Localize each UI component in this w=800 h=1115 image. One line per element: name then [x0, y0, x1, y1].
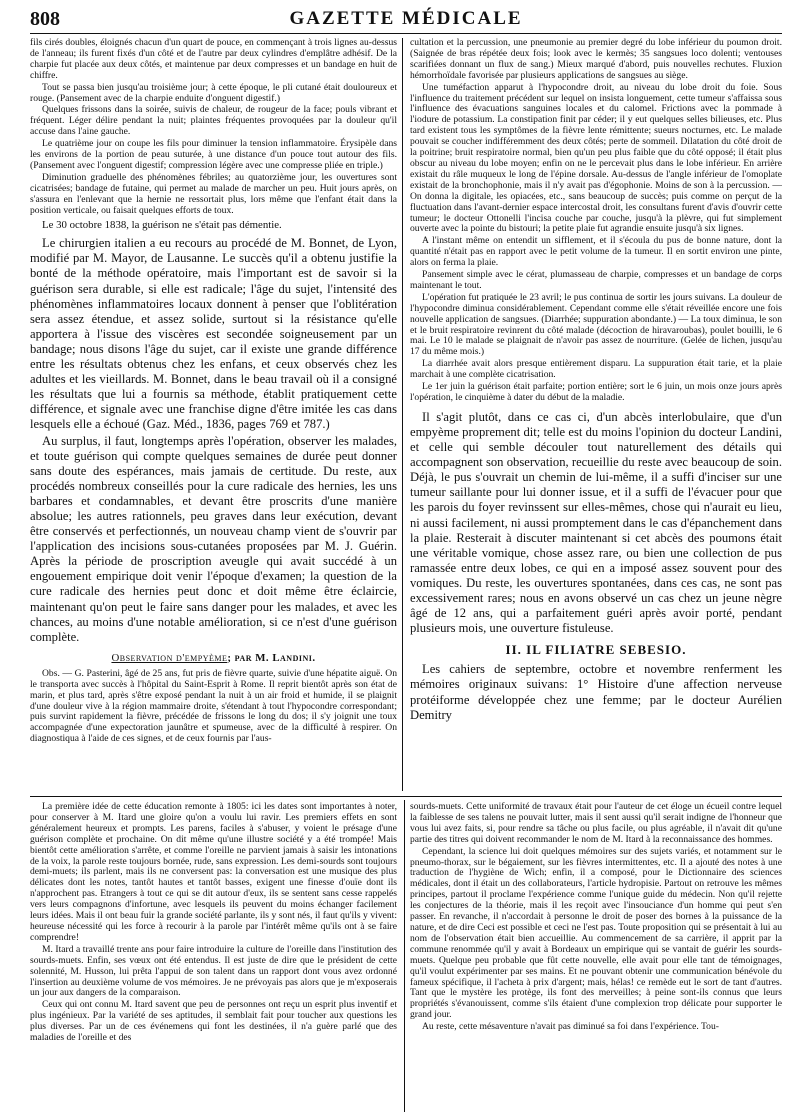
case-paragraph: Tout se passa bien jusqu'au troisième jour; à cette époque, le pli cutané était douloureux et rouge. (Pansement avec de la charpie enduite d'onguent digestif.) — [30, 81, 397, 104]
feuilleton-left — [30, 802, 397, 1113]
footnote-column-divider — [404, 800, 405, 1112]
case-conclusion: Le 30 octobre 1838, la guérison ne s'était pas démentie. — [42, 218, 282, 231]
case-paragraph: fils cirés doubles, éloignés chacun d'un quart de pouce, en commençant à trois lignes au-dessus de l'anneau; ils furent fixés d'un côté et de l'autre par deux cylindres d'emplâtre adhésif. De la charpie fut placée aux deux côtés, et maintenue par deux compresses et un bandage en huit de chiffre. — [30, 38, 397, 81]
feuilleton-right — [410, 802, 782, 1113]
page-number: 808 — [30, 8, 60, 30]
observation-title: Observation d'empyème — [111, 651, 228, 664]
column-divider — [402, 38, 403, 791]
feuilleton-paragraph: Ceux qui ont connu M. Itard savent que peu de personnes ont reçu un esprit plus inventif et plus ingénieux. Par la variété de ses aptitudes, il semblait fait pour toucher aux questions les plus diverses. Par un de ces événemens qui font les destinées, il n'a guère parlé que des maladies de l'oreille et des — [30, 999, 397, 1044]
case-paragraph: L'opération fut pratiquée le 23 avril; le pus continua de sortir les jours suivans. La douleur de l'hypocondre diminua considérablement. Cependant comme elle s'était réveillée encore une fois nouvelle application de sangsues. (Diarrhée; suppuration abondante.) — La toux diminua, le son et le bruit respiratoire revinrent du côté malade (décoction de hiravaroubas), poulet bouilli, le 6 mai. Le 10 le malade se plaignait de n'avoir pas assez de nourriture. (Gelée de lichen, jusqu'au 17 du même mois.) — [410, 291, 782, 358]
case-paragraph: Une tuméfaction apparut à l'hypocondre droit, au niveau du lobe droit du foie. Sous l'influence du traitement précédent sur lequel on insista longuement, cette tumeur s'affaissa sous l'influence des évacuations sanguines locales et du calomel. Frictions avec la pommade à l'iodure de potassium. La constipation finit par céder; il y eut quelques selles bilieuses, etc. Plus tard existent tous les symptômes de la fièvre lente rémittente; sueurs nocturnes, etc. Le malade pouvait se coucher indifféremment des deux côtés; perte de sommeil. Dilatation du côté droit de la poitrine; bruit respiratoire normal, bien qu'un peu plus faible que du côté opposé; il était plus obscur au niveau du lobe moyen; enfin on ne le percevait plus dans le lobe inférieur. En arrière existait du râle muqueux le long de l'épine dorsale. Au-dessus de l'angle inférieur de l'omoplate existait de la bronchophonie, mais il n'y avait pas d'égophonie. Moins de son à la percussion. — On donna la digitale, les opiacées, etc., sans beaucoup de succès; puis comme on perçut de la fluctuation dans l'avant-dernier espace intercostal droit, les consultans furent d'avis d'ouvrir cette tumeur; le docteur Ottonelli l'incisa couche par couche, jusqu'à la plèvre, qui fut simplement ouverte avec la pointe du bistouri; la petite plaie fut agrandie ensuite jusqu'à six lignes. — [410, 81, 782, 235]
case-paragraph: Le quatrième jour on coupe les fils pour diminuer la tension inflammatoire. Érysipèle dans les environs de la portion de peau suturée, à une distance d'un pouce tout autour des fils. (Pansement avec l'onguent digestif; compression légère avec une compresse pliée en triple.) — [30, 138, 397, 171]
section-heading: II. IL FILIATRE SEBESIO. — [505, 642, 687, 658]
commentary-paragraph: Le chirurgien italien a eu recours au procédé de M. Bonnet, de Lyon, modifié par M. Mayor, de Lausanne. Le succès qu'il a obtenu justifie la bonté de la méthode opératoire, mais l'important est de savoir si la guérison sera durable, si elle est radicale; l'âge du sujet, l'intensité des phénomènes inflammatoires locaux donnent à penser que l'oblitération sera assez étendue, et assez solide, surtout si la résistance qu'elle apportera à l'issue des viscères est secondée soigneusement par un bandage; nous disons l'âge du sujet, car il existe une grande différence entre les résultats obtenus chez les enfans, et ceux observés chez les adultes et les vieillards. M. Bonnet, dans le beau travail où il a consigné les résultats que lui a fournis sa méthode, établit pratiquement cette différence, et signale avec une franchise digne d'être imitée les cas dans lesquels elle a échoué (Gaz. Méd., 1836, pages 769 et 787.) — [30, 236, 397, 432]
case-paragraph: La diarrhée avait alors presque entièrement disparu. La suppuration était tarie, et la plaie marchait à une complète cicatrisation. — [410, 358, 782, 381]
header-rule — [30, 33, 782, 34]
feuilleton-paragraph: Au reste, cette mésaventure n'avait pas diminué sa foi dans l'expérience. Tou- — [422, 1021, 719, 1033]
feuilleton-paragraph: sourds-muets. Cette uniformité de travaux était pour l'auteur de cet éloge un écueil contre lequel la faiblesse de ses talens ne pouvait lutter, mais il sent aussi qu'il serait indigne de l'honneur que vous lui avez faits, si, pour rendre sa tâche ou plus facile, ou plus agréable, il n'avait dit qu'une partie des titres qui doivent recommander le nom de M. Itard à la reconnaissance des hommes. — [410, 802, 782, 845]
page-header — [30, 8, 782, 30]
left-column — [30, 38, 397, 798]
commentary — [30, 236, 397, 645]
section-paragraph: Les cahiers de septembre, octobre et novembre renferment les mémoires originaux suivans: 1° Histoire d'une affection nerveuse protéiforme développée chez une femme; par le docteur Aurélien Demitry — [410, 662, 782, 722]
case-paragraph: Quelques frissons dans la soirée, suivis de chaleur, de rougeur de la face; pouls vibrant et fréquent. Léger délire pendant la nuit; plaintes fréquentes provoquées par la douleur qu'il accuse dans l'aine gauche. — [30, 104, 397, 138]
journal-title: GAZETTE MÉDICALE — [289, 8, 523, 29]
observation-continued — [410, 38, 782, 404]
right-column — [410, 38, 782, 798]
case-paragraph: Diminution graduelle des phénomènes fébriles; au quatorzième jour, les ouvertures sont cicatrisées; bandage de futaine, qui permet au malade de marcher un peu. Huit jours après, on s'assura en l'enlevant que la hernie ne ressortait plus, lors même que l'enfant était dans la position verticale, ou faisait quelques efforts de toux. — [30, 171, 397, 216]
observation-author: ; par M. Landini. — [227, 651, 316, 664]
case-report-continued — [30, 38, 397, 217]
commentary — [410, 410, 782, 636]
commentary-paragraph: Il s'agit plutôt, dans ce cas ci, d'un abcès interlobulaire, que d'un empyème proprement dit; telle est du moins l'opinion du docteur Landini, et celle qui semble découler tout naturellement des détails qui accompagnent son observation, recueillie du reste avec beaucoup de soin. Déjà, le pus s'ouvrait un chemin de lui-même, il a suffi d'inciser sur une tumeur saillante pour lui donner issue, et il a suffi de l'évacuer pour que les parois du foyer revinssent sur elles-mêmes, chose qui n'aurait eu lieu, ni aussi facilement, ni aussi promptement dans le cas d'épanchement dans la plaie. Resterait à discuter maintenant si cet abcès des poumons était une véritable vomique, chose assez rare, ou bien une collection de pus ramassée entre deux lobes, ce qui en a imposé assez souvent pour des vomiques. Du reste, les ouvertures spontanées, dans ces cas, ne sont pas excessivement rares; nous en avons observé un cas chez un jeune nègre âgé de 12 ans, qui a parfaitement guéri après avoir porté, pendant plusieurs mois, une ouverture fistuleuse. — [410, 409, 782, 636]
case-paragraph: cultation et la percussion, une pneumonie au premier degré du lobe inférieur du poumon droit. (Saignée de bras répétée deux fois; look avec le kermès; 35 sangsues loco dolenti; ventouses scarifiées donnant un flux de sang.) Mieux marqué d'abord, puis nouvelles rechutes. Fluxion hémorrhoïdale favorisée par plusieurs applications de sangsues au siège. — [410, 38, 782, 81]
case-paragraph: Pansement simple avec le cérat, plumasseau de charpie, compresses et un bandage de corps maintenant le tout. — [410, 269, 782, 291]
case-paragraph: Le 1er juin la guérison était parfaite; portion entière; sort le 6 juin, un mois onze jours après l'opération, le cinquième à dater du début de la maladie. — [410, 381, 782, 403]
feuilleton-paragraph: Cependant, la science lui doit quelques mémoires sur des sujets variés, et notamment sur le pneumo-thorax, sur le bégaiement, sur les fièvres intermittentes, etc. Il a ajouté des notes à une traduction de l'hygiène de Wich; enfin, il a composé, pour le Dictionnaire des sciences médicales, dont il était un des collaborateurs, l'article hydropisie. Partout on retrouve les mêmes principes, partout il proclame l'expérience comme l'unique guide du médecin. Non qu'il rejette les conjectures de la théorie, mais il les reçoit avec l'insouciance d'un homme qui peut s'en passer. En revanche, il n'accordait à personne le droit de poser des bornes à la puissance de la nature, et de dire Ceci est possible et ceci ne l'est pas. Toute proposition qui se présentait à lui au nom de l'observation était bien accueillie. Au commencement de sa carrière, il apprit par la commune renommée qu'il y avait à Bordeaux un empirique qui se vantait de guérir les sourds-muets. Quelque peu probable que fût cette nouvelle, elle avait pour elle tant de témoignages, qu'il voulut expérimenter par ses mains. Et ne pouvant obtenir une communication bénévole du fameux spécifique, il l'acheta à prix d'argent; mais, hélas! ce remède eut le sort de tant d'autres. Tant que le mystère les protège, ils font des merveilles; à peine sont-ils connus que leurs propriétés s'évanouissent, comme s'ils étaient d'une complexion trop délicate pour supporter le grand jour. — [410, 845, 782, 1021]
commentary-paragraph: Au surplus, il faut, longtemps après l'opération, observer les malades, et toute guérison qui compte quelques semaines de durée peut donner sans doute des espérances, mais jamais de certitude. Du reste, aux procédés nombreux conseillés pour la cure radicale des hernies, les uns barbares et condamnables, et devant être proscrits d'une manière absolue; les autres rationnels, peu graves dans leur exécution, devant être conservés et perfectionnés, un nouveau champ vient de s'ouvrir par l'application des incisions sous-cutanées proposées par M. J. Guérin. Après la période de proscription aveugle qui avait succédé à un engouement empirique doit venir l'époque d'examen; la question de la cure radicale des hernies peut donc et doit même être éclaircie, maintenant qu'on peut le faire sans danger pour les malades, et avec les chances, au moins d'une notable amélioration, si ce n'est d'une guérison complète. — [30, 433, 397, 644]
case-paragraph: A l'instant même on entendit un sifflement, et il s'écoula du pus de bonne nature, dont la quantité n'était pas en rapport avec le petit volume de la tumeur. Il en sortit environ une pinte, alors on ferma la plaie. — [410, 235, 782, 269]
feuilleton-paragraph: M. Itard a travaillé trente ans pour faire introduire la culture de l'oreille dans l'institution des sourds-muets. Enfin, ses vœux ont été entendus. Il est juste de dire que le président de cette solennité, M. Husson, lui prêta l'appui de son talent dans un rapport dont vous avez ordonné l'insertion au deuxième volume de vos mémoires. Je ne prévoyais pas alors que je m'exposerais un jour aux dangers de la comparaison. — [30, 943, 397, 999]
feuilleton-paragraph: La première idée de cette éducation remonte à 1805: ici les dates sont importantes à noter, pour conserver à M. Itard une gloire qu'on a voulu lui ravir. Les premiers effets en sont généralement heureux et prompts. Les parens, faciles à s'abuser, y voient le présage d'une guérison complète et prochaine. On dit même qu'une illustre société y a été trompée! Mais bientôt cette amélioration s'arrête, et comme l'oreille ne parvient jamais à saisir les intonations de la voix, la parole reste toujours bornée, rude, sans expression. Les demi-sourds sont toujours demi-muets; ils parlent, mais ils ne conversent pas: la conversation est une musique des plus délicates dont les notes, tantôt hautes et tantôt basses, exigent une finesse d'ouïe dont ils n'approchent pas. Etrangers à tout ce qui se dit autour d'eux, ils se sentent sans cesse rappelés vers leurs compagnons d'infortune, avec lesquels ils peuvent du moins échanger facilement leurs idées. Mais il ont beau fuir la grande société parlante, ils y sont nés, il faut qu'ils y vivent: heureuse nécessité qui les force à recourir à la parole par l'intérêt même qu'ils ont à se faire comprendre! — [30, 802, 397, 943]
observation-paragraph: Obs. — G. Pasterini, âgé de 25 ans, fut pris de fièvre quarte, suivie d'une hépatite aiguë. On le transporta avec succès à l'hôpital du Saint-Esprit à Rome. Il reprit bientôt après son état de marin, et plus tard, après s'être exposé pendant la nuit à un air froid et humide, il se plaignit d'une douleur vive à la région mammaire droite, s'étendant à tout l'hypocondre correspondant; puis survint rapidement la fièvre, précédée de frissons le long du dos; il s'y joignit une toux accompagnée d'une expectoration jaunâtre et spumeuse, avec de la difficulté à respirer. On diagnostiqua à l'aide de ces signes, et de ceux fournis par l'aus- — [30, 667, 397, 745]
observation-heading — [30, 652, 397, 664]
